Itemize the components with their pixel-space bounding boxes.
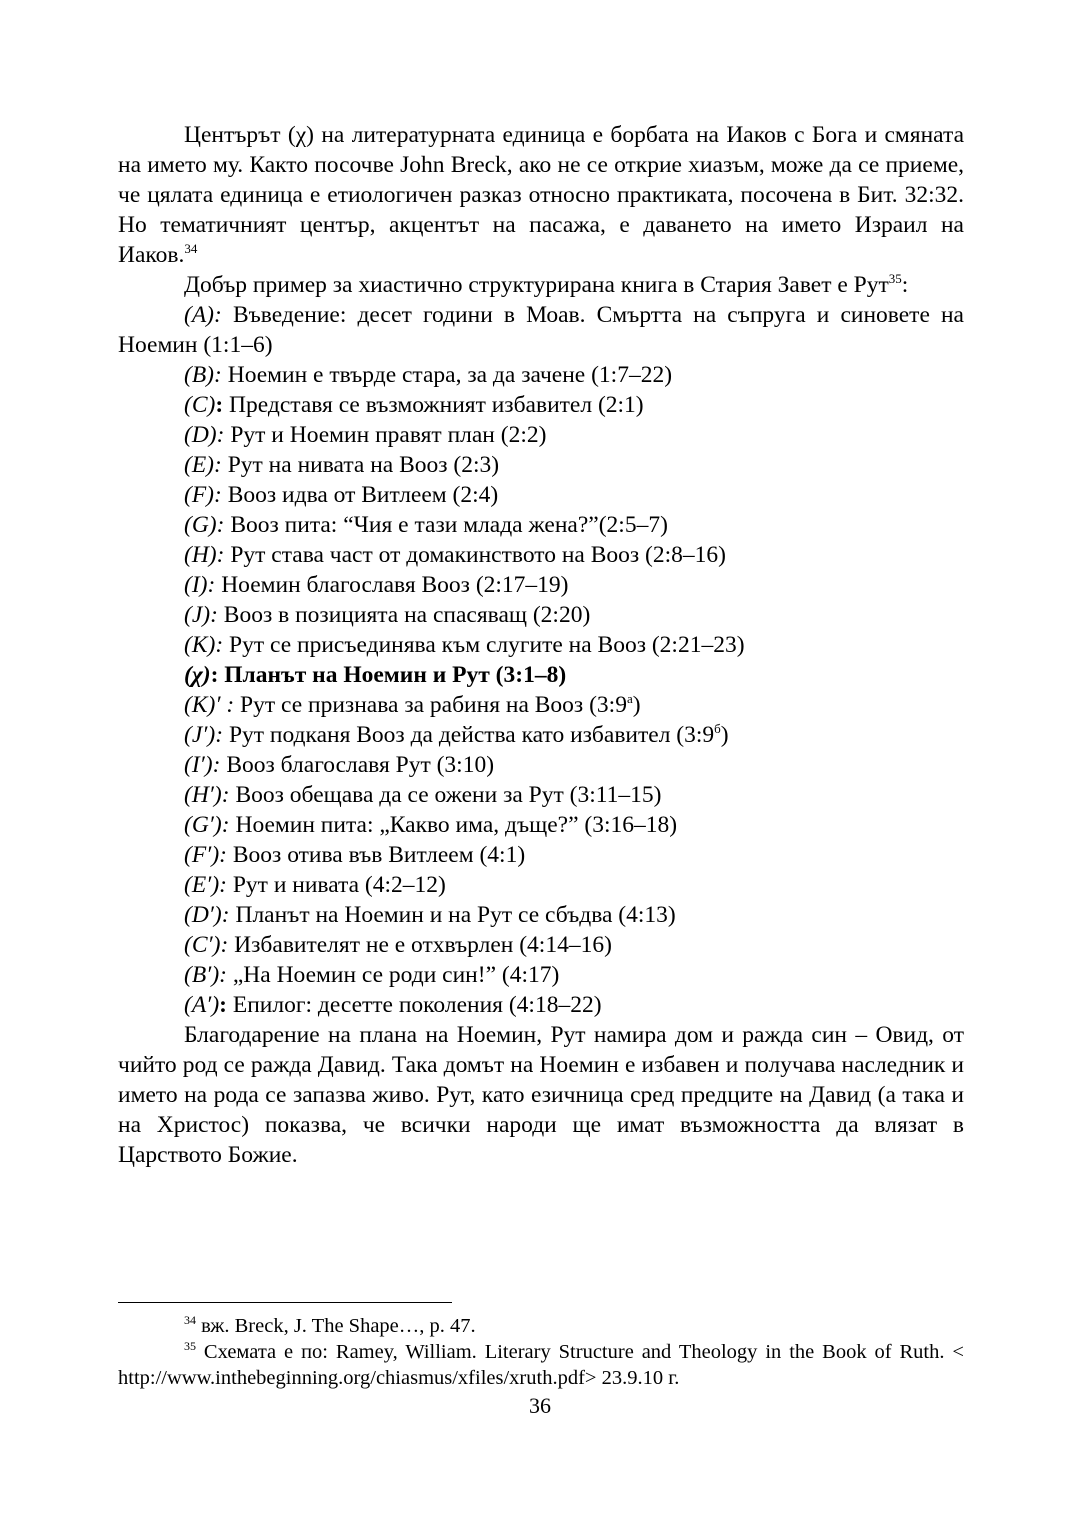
chiasm-item <box>118 840 964 870</box>
footnote-number: 35 <box>184 1339 196 1354</box>
chiasm-item <box>118 660 964 690</box>
chiasm-label: (G′): <box>184 812 230 838</box>
chiasm-item <box>118 930 964 960</box>
chiasm-item <box>118 900 964 930</box>
chiasm-label: (E′): <box>184 872 227 898</box>
chiasm-text: Ноемин е твърде стара, за да зачене (1:7–22) <box>221 362 673 388</box>
chiasm-text: Рут подканя Вооз да действа като избавител (3:9 <box>223 722 715 748</box>
chiasm-item <box>118 360 964 390</box>
paragraph-conclusion <box>118 1020 964 1170</box>
chiasm-item <box>118 510 964 540</box>
chiasm-item <box>118 420 964 450</box>
chiasm-text: Рут става част от домакинството на Вооз (2:8–16) <box>224 542 726 568</box>
chiasm-item <box>118 480 964 510</box>
chiasm-text: Рут на нивата на Вооз (2:3) <box>221 452 500 478</box>
chiasm-item <box>118 540 964 570</box>
chiasm-item <box>118 450 964 480</box>
chiasm-label: (I): <box>184 572 216 598</box>
chiasm-label: (H′): <box>184 782 230 808</box>
chiasm-item <box>118 990 964 1020</box>
footnote-number: 34 <box>184 1313 196 1328</box>
footnotes <box>118 1302 964 1391</box>
footnote-divider <box>118 1302 452 1303</box>
chiasm-text: Ноемин пита: „Какво има, дъще?” (3:16–18) <box>229 812 678 838</box>
chiasm-label: (I′): <box>184 752 221 778</box>
chiasm-text: Вооз в позицията на спасяващ (2:20) <box>217 602 591 628</box>
footnote-35 <box>118 1339 964 1391</box>
chiasm-text: Планът на Ноемин и Рут (3:1–8) <box>218 662 567 688</box>
chiasm-item <box>118 690 964 720</box>
chiasm-label: (C) <box>184 392 216 418</box>
chiasm-label: (A): <box>184 302 222 328</box>
chiasm-item <box>118 810 964 840</box>
chiasm-text: Планът на Ноемин и на Рут се сбъдва (4:13) <box>229 902 676 928</box>
chiasm-label: (D′): <box>184 902 230 928</box>
chiasm-item <box>118 960 964 990</box>
chiasm-superscript: б <box>714 721 721 737</box>
chiasm-separator: : <box>210 662 219 688</box>
chiasm-item <box>118 720 964 750</box>
chiasm-text: Рут се признава за рабиня на Вооз (3:9 <box>234 692 627 718</box>
chiasm-text: Рут и нивата (4:2–12) <box>226 872 446 898</box>
page-number: 36 <box>529 1393 551 1418</box>
chiasm-text: Вооз благославя Рут (3:10) <box>220 752 495 778</box>
chiasm-label: (K): <box>184 632 224 658</box>
chiasm-label: (B): <box>184 362 222 388</box>
chiasm-text: Вооз отива във Витлеем (4:1) <box>226 842 526 868</box>
chiasm-label: (F): <box>184 482 222 508</box>
chiasm-label: (E): <box>184 452 222 478</box>
footnote-text: вж. Breck, J. The Shape…, p. 47. <box>196 1315 476 1337</box>
paragraph-colon: : <box>901 272 909 298</box>
chiasm-text: Вооз идва от Витлеем (2:4) <box>221 482 499 508</box>
chiasm-item <box>118 570 964 600</box>
chiasm-text: Избавителят не е отхвърлен (4:14–16) <box>228 932 612 958</box>
chiasm-item <box>118 600 964 630</box>
chiasm-item <box>118 780 964 810</box>
page-body <box>118 120 964 1170</box>
footnote-ref-34[interactable]: 34 <box>184 241 198 257</box>
chiasm-label: (G): <box>184 512 225 538</box>
chiasm-superscript: а <box>626 691 633 707</box>
chiasm-text: „На Ноемин се роди син!” (4:17) <box>226 962 560 988</box>
chiasm-text-end: ) <box>720 722 729 748</box>
chiasm-text: Рут и Ноемин правят план (2:2) <box>224 422 547 448</box>
chiasm-text: Епилог: десетте поколения (4:18–22) <box>226 992 602 1018</box>
chiasm-text: Представя се възможният избавител (2:1) <box>223 392 644 418</box>
chiasm-label: (D): <box>184 422 225 448</box>
footnote-text: Схемата е по: Ramey, William. Literary Structure and Theology in the Book of Ruth. < http://www.inthebeginning.org/chiasmus/xfiles/xruth.pdf> 23.9.10 г. <box>118 1341 964 1389</box>
chiasm-label: (J): <box>184 602 218 628</box>
chiasm-text: Въведение: десет години в Моав. Смъртта на съпруга и синовете на Ноемин (1:1–6) <box>118 302 964 358</box>
chiasm-text: Рут се присъединява към слугите на Вооз (2:21–23) <box>223 632 745 658</box>
footnote-ref-35[interactable]: 35 <box>888 271 902 287</box>
chiasm-item <box>118 390 964 420</box>
chiasm-separator: : <box>215 392 224 418</box>
chiasm-item <box>118 870 964 900</box>
chiasm-separator: : <box>219 992 227 1018</box>
chiasm-label: (F′): <box>184 842 227 868</box>
paragraph-text: Центърът (χ) на литературната единица е борбата на Иаков с Бога и смяната на името му. Както посочве John Breck, ако не се открие хиазъм, може да се приеме, че цялата единица е етиологичен разказ относно практиката, посочена в Бит. 32:32. Но тематичният център, акцентът на пасажа, е даването на името Израил на Иаков. <box>118 122 964 268</box>
chiasm-label: (J′): <box>184 722 224 748</box>
chiasm-label: (χ) <box>184 662 211 688</box>
paragraph-text: Добър пример за хиастично структурирана книга в Стария Завет е Рут <box>184 272 889 298</box>
paragraph-center-of-unit <box>118 120 964 270</box>
chiasm-label: (K)′ : <box>184 692 235 718</box>
chiasm-item <box>118 630 964 660</box>
chiasm-text: Вооз пита: “Чия е тази млада жена?”(2:5–7) <box>224 512 668 538</box>
chiasm-label: (C′): <box>184 932 229 958</box>
chiasm-label: (H): <box>184 542 225 568</box>
chiasm-item <box>118 300 964 360</box>
chiasm-text-end: ) <box>632 692 641 718</box>
footnote-34 <box>118 1313 964 1339</box>
chiasm-item <box>118 750 964 780</box>
chiasm-text: Ноемин благославя Вооз (2:17–19) <box>215 572 569 598</box>
chiasm-label: (B′): <box>184 962 227 988</box>
chiasm-label: (A′) <box>184 992 220 1018</box>
chiasm-text: Вооз обещава да се ожени за Рут (3:11–15) <box>229 782 662 808</box>
paragraph-ruth-example <box>118 270 964 300</box>
paragraph-text: Благодарение на плана на Ноемин, Рут намира дом и ражда син – Овид, от чийто род се ражда Давид. Така домът на Ноемин е избавен и получава наследник и името на рода се запазва живо. Рут, като езичница сред предците на Давид (а така и на Христос) показва, че всички народи ще имат възможността да влязат в Царството Божие. <box>118 1022 964 1168</box>
chiasm-list <box>118 300 964 1020</box>
